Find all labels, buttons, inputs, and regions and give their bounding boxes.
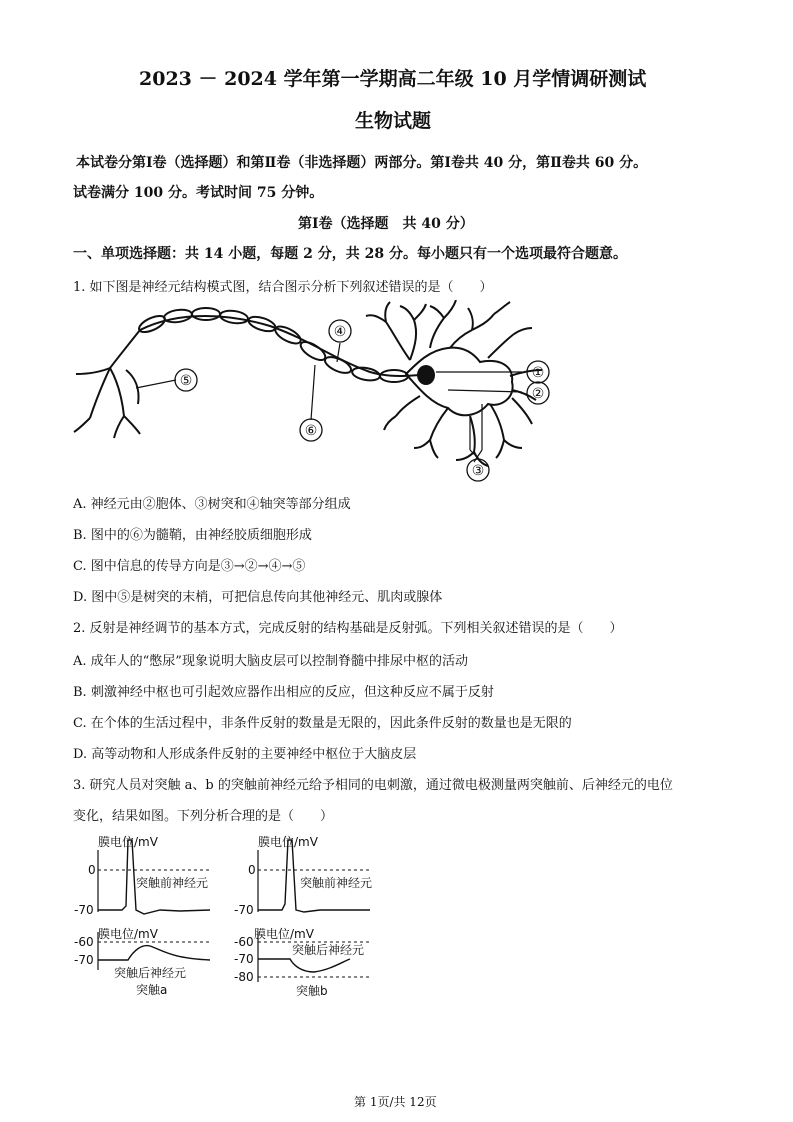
exam-title: 2023 － 2024 学年第一学期高二年级 10 月学情调研测试 [139, 68, 647, 90]
q1-option-a: A. 神经元由②胞体、③树突和④轴突等部分组成 [73, 497, 351, 512]
graph-b-top-ylabel: 膜电位/mV [258, 835, 318, 849]
q2-option-a: A. 成年人的“憋尿”现象说明大脑皮层可以控制脊髓中排尿中枢的活动 [73, 654, 468, 669]
q1-stem: 1. 如下图是神经元结构模式图，结合图示分析下列叙述错误的是（ ） [73, 280, 493, 295]
intro-line-1: 本试卷分第Ⅰ卷（选择题）和第Ⅱ卷（非选择题）两部分。第Ⅰ卷共 40 分，第Ⅱ卷共 60 分。 [76, 155, 648, 171]
graph-a-bottom-caption: 突触后神经元 [114, 966, 187, 980]
graph-b-top-caption: 突触前神经元 [300, 876, 373, 890]
synapse-b-graph [230, 832, 390, 1002]
graph-b-top-tick-0: 0 [248, 863, 256, 877]
graph-b-bottom-caption: 突触后神经元 [292, 943, 365, 957]
graph-b-name: 突触b [296, 984, 328, 998]
graph-a-top-caption: 突触前神经元 [136, 876, 209, 890]
label-3: ③ [471, 463, 485, 479]
q1-option-c: C. 图中信息的传导方向是③→②→④→⑤ [73, 559, 306, 574]
q3-stem-line-1: 3. 研究人员对突触 a、b 的突触前神经元给予相同的电刺激，通过微电极测量两突触前、后神经元的电位 [73, 778, 673, 793]
section-title: 第Ⅰ卷（选择题 共 40 分） [298, 216, 474, 232]
part-one-heading: 一、单项选择题：共 14 小题，每题 2 分，共 28 分。每小题只有一个选项最符合题意。 [73, 246, 627, 262]
q2-option-d: D. 高等动物和人形成条件反射的主要神经中枢位于大脑皮层 [73, 747, 417, 762]
label-4: ④ [333, 324, 347, 340]
graph-b-bottom-tick-80: -80 [234, 970, 254, 984]
nucleus-shape [417, 365, 435, 385]
q2-stem: 2. 反射是神经调节的基本方式，完成反射的结构基础是反射弧。下列相关叙述错误的是（ ） [73, 621, 623, 636]
graph-a-bottom-tick-70: -70 [74, 953, 94, 967]
q2-option-b: B. 刺激神经中枢也可引起效应器作出相应的反应，但这种反应不属于反射 [73, 685, 494, 700]
graph-a-top-ylabel: 膜电位/mV [98, 835, 158, 849]
q1-option-b: B. 图中的⑥为髓鞘，由神经胶质细胞形成 [73, 528, 312, 543]
label-6: ⑥ [304, 423, 318, 439]
q2-option-c: C. 在个体的生活过程中，非条件反射的数量是无限的，因此条件反射的数量也是无限的 [73, 716, 572, 731]
q1-option-d: D. 图中⑤是树突的末梢，可把信息传向其他神经元、肌肉或腺体 [73, 590, 443, 605]
graph-a-name: 突触a [136, 983, 168, 997]
graph-a-bottom-tick-60: -60 [74, 935, 94, 949]
synapse-a-graph [70, 832, 220, 1002]
label-5: ⑤ [179, 373, 193, 389]
exam-subtitle: 生物试题 [355, 110, 432, 132]
intro-line-2: 试卷满分 100 分。考试时间 75 分钟。 [73, 185, 324, 201]
graph-b-top-tick-70: -70 [234, 903, 254, 917]
graph-b-bottom-ylabel: 膜电位/mV [254, 927, 314, 941]
label-2: ② [531, 386, 545, 402]
neuron-diagram [70, 300, 560, 490]
label-1: ① [531, 365, 545, 381]
graph-a-bottom-ylabel: 膜电位/mV [98, 927, 158, 941]
graph-a-top-tick-70: -70 [74, 903, 94, 917]
graph-b-bottom-tick-60: -60 [234, 935, 254, 949]
graph-a-top-tick-0: 0 [88, 863, 96, 877]
graph-b-bottom-tick-70: -70 [234, 952, 254, 966]
page-number: 第 1页/共 12页 [354, 1095, 437, 1109]
q3-stem-line-2: 变化，结果如图。下列分析合理的是（ ） [73, 809, 334, 824]
